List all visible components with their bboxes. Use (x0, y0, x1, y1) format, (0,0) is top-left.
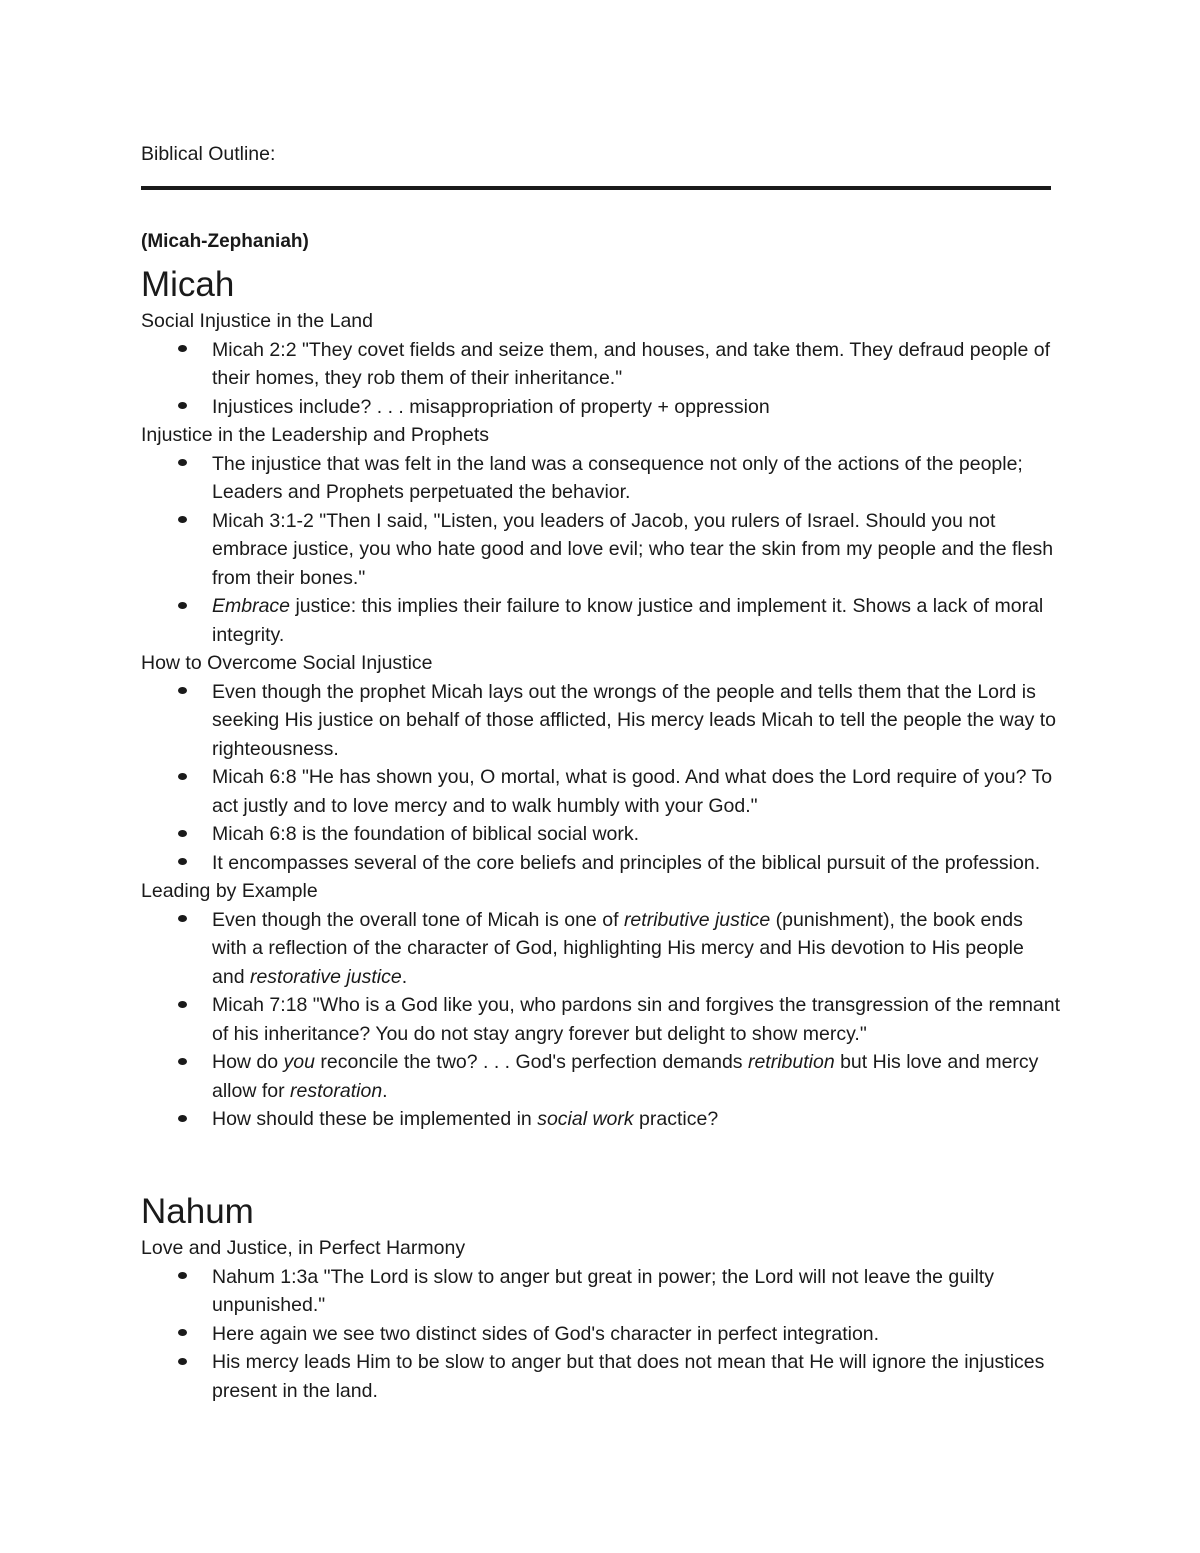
text-run: practice? (633, 1108, 719, 1130)
text-run: Here again we see two distinct sides of God's character in perfect integration. (212, 1322, 880, 1345)
micah-body (141, 307, 1061, 1134)
text-run: Even though the overall tone of Micah is one of (212, 908, 624, 931)
nahum-body (141, 1234, 1061, 1405)
text-run: Nahum 1:3a "The Lord is slow to anger but great in power; the Lord will not leave the guilty unpunished." (212, 1265, 994, 1316)
bullet-icon (178, 773, 187, 780)
bullet-icon (178, 915, 187, 922)
micah-bullet-list (141, 906, 1061, 1134)
micah-subheading: Social Injustice in the Land (141, 310, 373, 332)
nahum-section (141, 1190, 1061, 1405)
list-item (141, 1263, 1061, 1320)
text-run: justice: this implies their failure to know justice and implement it. Shows a lack of moral integrity. (212, 595, 1044, 646)
text-run: His mercy leads Him to be slow to anger but that does not mean that He will ignore the injustices present in the land. (212, 1351, 1045, 1402)
micah-section (141, 263, 1061, 1134)
nahum-subheading: Love and Justice, in Perfect Harmony (141, 1237, 466, 1259)
emphasis-text: retributive justice (623, 908, 771, 931)
micah-bullet-list (141, 678, 1061, 878)
text-run: Injustices include? . . . misappropriation of property + oppression (212, 395, 770, 418)
bullet-icon (178, 516, 187, 523)
text-run: The injustice that was felt in the land was a consequence not only of the actions of the people; Leaders and Prophets perpetuated the behavior. (212, 452, 1023, 503)
horizontal-rule (141, 186, 1051, 190)
bullet-icon (178, 1001, 187, 1008)
bullet-icon (178, 1058, 187, 1065)
bullet-icon (178, 858, 187, 865)
text-run: (punishment), the book ends with a reflection of the character of God, highlighting His mercy and His devotion to His people and (212, 908, 1024, 988)
micah-subheading: Leading by Example (141, 880, 318, 902)
emphasis-text: social work (537, 1108, 634, 1130)
text-run: Even though the prophet Micah lays out the wrongs of the people and tells them that the Lord is seeking His justice on behalf of those afflicted, His mercy leads Micah to tell the people the way to righteousness. (212, 680, 1057, 760)
text-run: How do (212, 1051, 284, 1073)
list-item (141, 763, 1061, 820)
emphasis-text: retribution (747, 1051, 835, 1073)
emphasis-text: Embrace (212, 595, 291, 617)
emphasis-text: restoration (290, 1079, 383, 1102)
emphasis-text: you (283, 1051, 315, 1073)
list-item (141, 1320, 1061, 1349)
list-item (141, 991, 1061, 1048)
list-item (141, 507, 1061, 593)
list-item (141, 820, 1061, 849)
bullet-icon (178, 1272, 187, 1279)
micah-subheading: Injustice in the Leadership and Prophets (141, 424, 489, 446)
micah-bullet-list (141, 450, 1061, 650)
micah-bullet-list (141, 336, 1061, 422)
bullet-icon (178, 1329, 187, 1336)
list-item (141, 393, 1061, 422)
bullet-icon (178, 459, 187, 466)
book-range-label: (Micah-Zephaniah) (141, 231, 309, 252)
text-run: . (382, 1079, 388, 1102)
document-title: Biblical Outline: (141, 143, 276, 165)
list-item (141, 336, 1061, 393)
text-run: It encompasses several of the core beliefs and principles of the biblical pursuit of the profession. (212, 851, 1041, 874)
list-item (141, 450, 1061, 507)
text-run: Micah 2:2 "They covet fields and seize them, and houses, and take them. They defraud people of their homes, they rob them of their inheritance." (212, 338, 1050, 389)
list-item (141, 1105, 1061, 1134)
nahum-bullet-list (141, 1263, 1061, 1406)
bullet-icon (178, 402, 187, 409)
text-run: reconcile the two? . . . God's perfection demands (315, 1051, 748, 1073)
text-run: but His love and mercy allow for (212, 1051, 1039, 1102)
bullet-icon (178, 345, 187, 352)
list-item (141, 678, 1061, 764)
list-item (141, 849, 1061, 878)
list-item (141, 1348, 1061, 1405)
text-run: Micah 6:8 "He has shown you, O mortal, what is good. And what does the Lord require of you? To act justly and to love mercy and to walk humbly with your God." (212, 766, 1053, 817)
text-run: . (401, 965, 408, 988)
text-run: How should these be implemented in (212, 1108, 538, 1130)
bullet-icon (178, 830, 187, 837)
bullet-icon (178, 687, 187, 694)
bullet-icon (178, 1115, 187, 1122)
bullet-icon (178, 1358, 187, 1365)
text-run: Micah 3:1-2 "Then I said, "Listen, you leaders of Jacob, you rulers of Israel. Should you not embrace justice, you who hate good and love evil; who tear the skin from my people and the flesh from their bones." (212, 509, 1054, 589)
list-item (141, 1048, 1061, 1105)
list-item (141, 906, 1061, 992)
micah-subheading: How to Overcome Social Injustice (141, 652, 433, 674)
bullet-icon (178, 602, 187, 609)
emphasis-text: restorative justice (249, 965, 402, 988)
micah-heading: Micah (141, 265, 235, 304)
list-item (141, 592, 1061, 649)
text-run: Micah 7:18 "Who is a God like you, who pardons sin and forgives the transgression of the remnant of his inheritance? You do not stay angry forever but delight to show mercy." (212, 994, 1061, 1045)
text-run: Micah 6:8 is the foundation of biblical social work. (212, 823, 640, 845)
nahum-heading: Nahum (141, 1192, 254, 1231)
